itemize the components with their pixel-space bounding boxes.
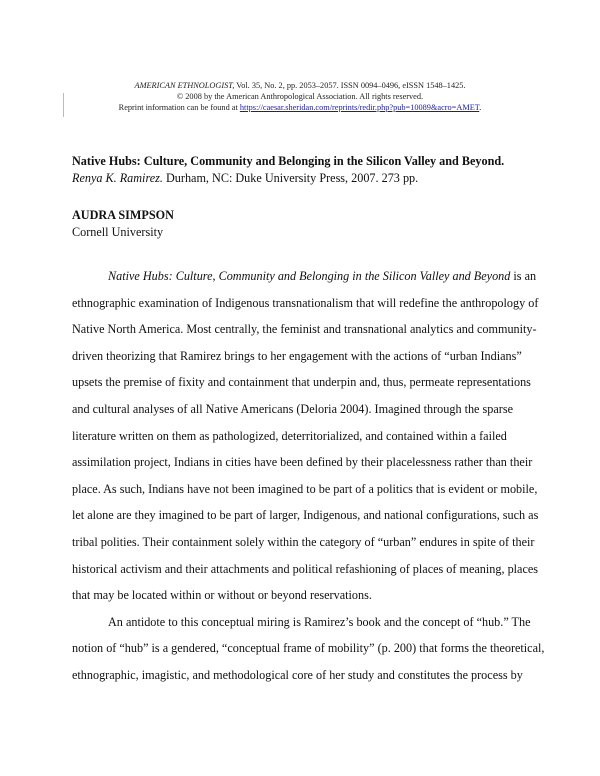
- text-line: place. As such, Indians have not been imagined to be part of a politics that is evident or mobile,: [72, 481, 538, 496]
- text-line: historical activism and their attachments and political refashioning of places of meaning, places: [72, 561, 539, 576]
- reprint-prefix: Reprint information can be found at: [118, 103, 240, 112]
- text-line: notion of “hub” is a gendered, “conceptual frame of mobility” (p. 200) that forms the theoretical,: [72, 641, 545, 656]
- book-title: Native Hubs: Culture, Community and Belonging in the Silicon Valley and Beyond.: [72, 154, 505, 168]
- journal-details: Vol. 35, No. 2, pp. 2053–2057. ISSN 0094–0496, eISSN 1548–1425.: [234, 81, 466, 90]
- text-line: An antidote to this conceptual miring is Ramirez’s book and the concept of “hub.” The: [108, 614, 531, 629]
- text-line: upsets the premise of fixity and containment that underpin and, thus, permeate representations: [72, 375, 531, 390]
- text-line: assimilation project, Indians in cities have been defined by their placelessness rather than their: [72, 455, 533, 470]
- review-body: [72, 263, 545, 689]
- text-line: ethnographic, imagistic, and methodological core of her study and constitutes the process by: [72, 667, 523, 682]
- paragraph-1: [72, 263, 539, 609]
- text-line: ethnographic examination of Indigenous transnationalism that will redefine the anthropology of: [72, 295, 539, 310]
- publication-info: Durham, NC: Duke University Press, 2007. 273 pp.: [162, 171, 419, 185]
- reviewer-block: [72, 207, 532, 241]
- copyright-line: © 2008 by the American Anthropological Association. All rights reserved.: [176, 92, 424, 101]
- text-line: that may be located within or without or beyond reservations.: [72, 588, 372, 603]
- text-line: literature written on them as pathologized, deterritorialized, and contained within a failed: [72, 428, 507, 443]
- book-author: Renya K. Ramirez.: [72, 171, 163, 185]
- paragraph-2: [72, 609, 545, 689]
- journal-citation-line: [60, 80, 540, 91]
- journal-name: AMERICAN ETHNOLOGIST,: [134, 81, 235, 90]
- reprint-link[interactable]: https://caesar.sheridan.com/reprints/redir.php?pub=10089&acro=AMET: [239, 103, 480, 112]
- text-line: and cultural analyses of all Native Americans (Deloria 2004). Imagined through the sparse: [72, 401, 513, 416]
- journal-header: [60, 80, 540, 113]
- text-line: let alone are they imagined to be part of larger, Indigenous, and national configurations, such as: [72, 508, 539, 523]
- reprint-line: [60, 102, 540, 113]
- text-line: driven theorizing that Ramirez brings to her engagement with the actions of “urban Indians”: [72, 348, 522, 363]
- text-line: Native North America. Most centrally, the feminist and transnational analytics and community-: [72, 322, 537, 337]
- reviewer-name: AUDRA SIMPSON: [72, 208, 174, 222]
- text-line: Native Hubs: Culture, Community and Belonging in the Silicon Valley and Beyond is an: [108, 269, 537, 283]
- book-citation: [72, 153, 532, 187]
- book-title-italic: Native Hubs: Culture, Community and Belonging in the Silicon Valley and Beyond: [108, 269, 511, 283]
- text-line: tribal polities. Their containment solely within the category of “urban” endures in spite of their: [72, 534, 535, 549]
- reviewer-affiliation: Cornell University: [72, 225, 164, 239]
- reprint-suffix: .: [479, 103, 482, 112]
